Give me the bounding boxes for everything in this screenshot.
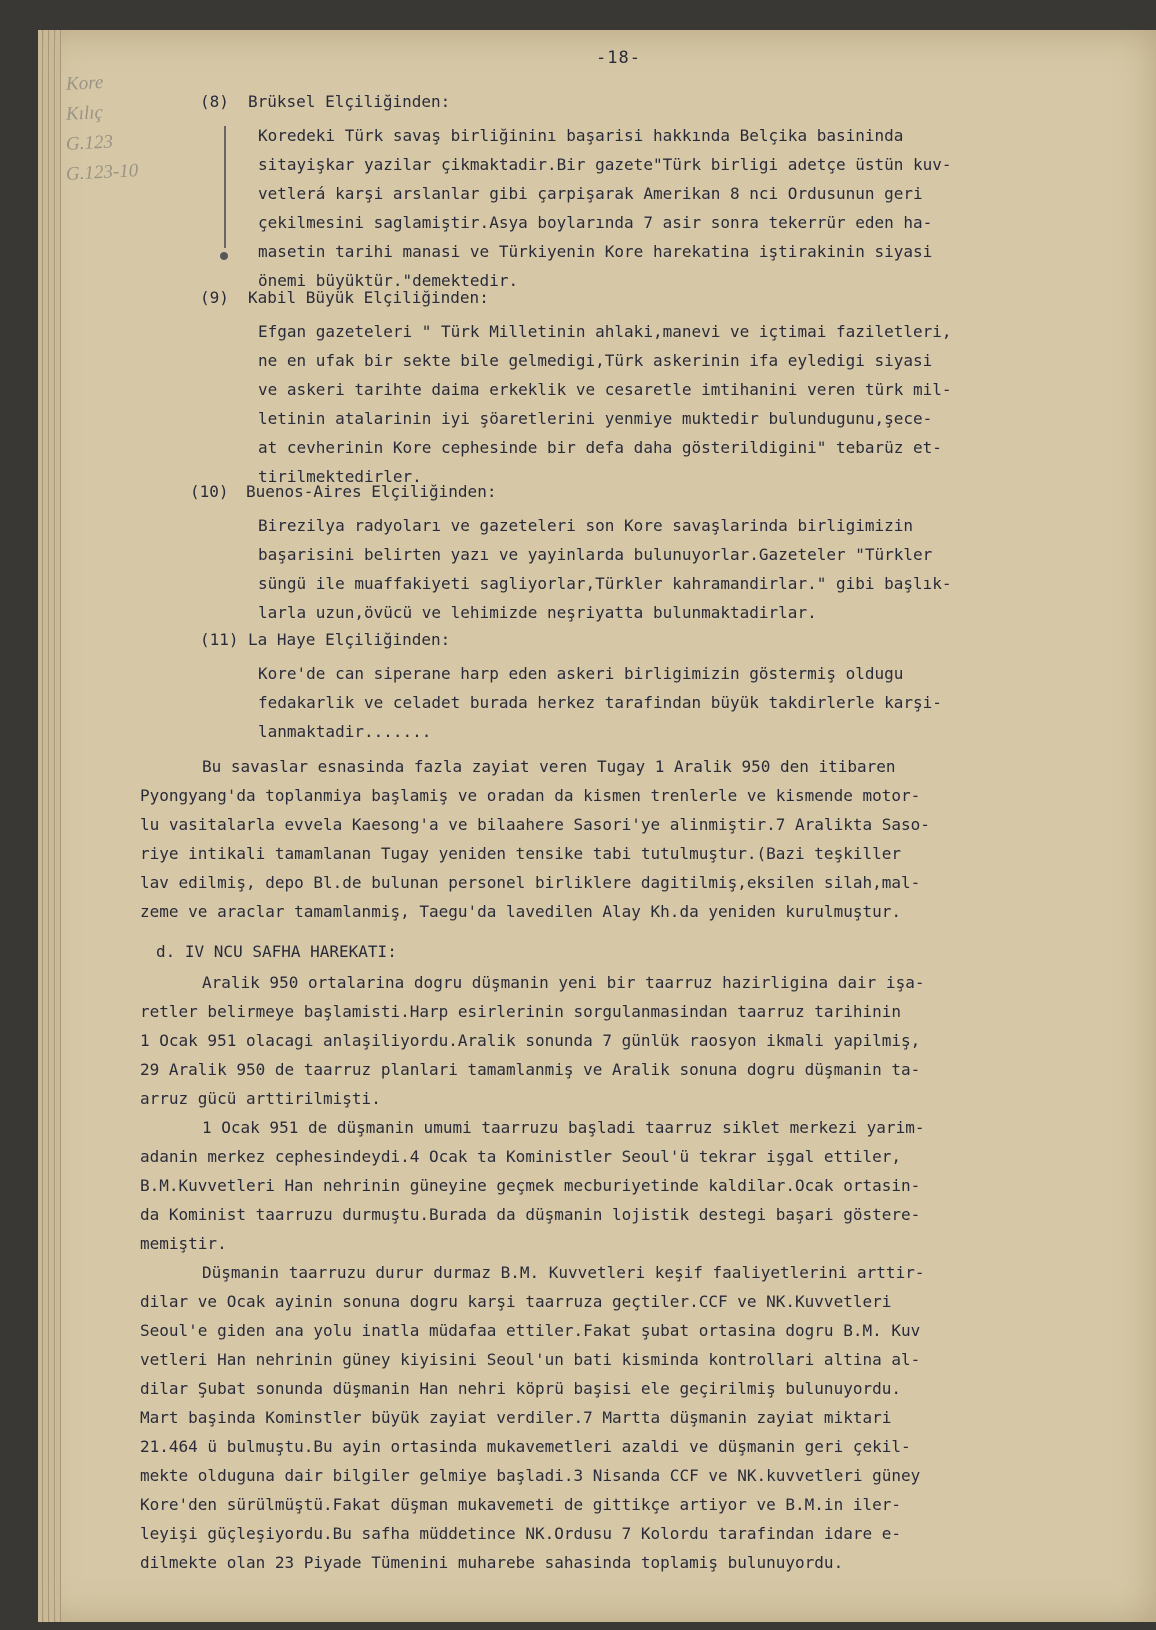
- text-line: fedakarlik ve celadet burada herkez tarafindan büyük takdirlerle karşi-: [258, 693, 942, 712]
- item-heading: Brüksel Elçiliğinden:: [248, 92, 451, 111]
- text-line: dilar ve Ocak ayinin sonuna dogru karşi taarruza geçtiler.CCF ve NK.Kuvvetleri: [140, 1292, 892, 1311]
- text-line: başarisini belirten yazı ve yayinlarda bulunuyorlar.Gazeteler "Türkler: [258, 545, 933, 564]
- text-line: ve askeri tarihte daima erkeklik ve cesaretle imtihanini veren türk mil-: [258, 380, 952, 399]
- text-line: mekte olduguna dair bilgiler gelmiye başladi.3 Nisanda CCF ve NK.kuvvetleri güney: [140, 1466, 921, 1485]
- item-number: (10): [190, 482, 229, 501]
- text-line: çekilmesini saglamiştir.Asya boylarında 7 asir sonra tekerrür eden ha-: [258, 213, 933, 232]
- text-line: da Kominist taarruzu durmuştu.Burada da düşmanin lojistik destegi başari göstere-: [140, 1205, 921, 1224]
- item-body: [258, 121, 1128, 295]
- item-heading: La Haye Elçiliğinden:: [248, 630, 451, 649]
- text-line: 29 Aralik 950 de taarruz planlari tamamlanmiş ve Aralik sonuna dogru düşmanin ta-: [140, 1060, 921, 1079]
- text-line: arruz gücü arttirilmişti.: [140, 1089, 381, 1108]
- text-line: 21.464 ü bulmuştu.Bu ayin ortasinda mukavemetleri azaldi ve düşmanin geri çekil-: [140, 1437, 911, 1456]
- item-heading: Kabil Büyük Elçiliğinden:: [248, 288, 489, 307]
- text-line: letinin atalarinin iyi şöaretlerini yenmiye muktedir bulundugunu,şece-: [258, 409, 933, 428]
- text-line: 1 Ocak 951 olacagi anlaşiliyordu.Aralik sonunda 7 günlük raosyon ikmali yapilmiş,: [140, 1031, 921, 1050]
- text-line: önemi büyüktür."demektedir.: [258, 271, 519, 290]
- document-page: [38, 30, 1156, 1622]
- text-line: retler belirmeye başlamisti.Harp esirlerinin sorgulanmasindan taarruz tarihinin: [140, 1002, 901, 1021]
- text-line: dilmekte olan 23 Piyade Tümenini muharebe sahasinda toplamiş bulunuyordu.: [140, 1553, 844, 1572]
- item-number: (11): [200, 630, 239, 649]
- margin-note: Kore: [65, 71, 104, 95]
- text-line: masetin tarihi manasi ve Türkiyenin Kore harekatina iştirakinin siyasi: [258, 242, 933, 261]
- text-line: Aralik 950 ortalarina dogru düşmanin yeni bir taarruz hazirligina dair işa-: [202, 973, 925, 992]
- text-line: tirilmektedirler.: [258, 467, 422, 486]
- text-line: Bu savaslar esnasinda fazla zayiat veren Tugay 1 Aralik 950 den itibaren: [202, 757, 896, 776]
- text-line: at cevherinin Kore cephesinde bir defa daha gösterildigini" tebarüz et-: [258, 438, 942, 457]
- text-line: Koredeki Türk savaş birliğininı başarisi hakkında Belçika basininda: [258, 126, 904, 145]
- text-line: memiştir.: [140, 1234, 227, 1253]
- section-heading: d. IV NCU SAFHA HAREKATI:: [156, 942, 397, 961]
- text-line: dilar Şubat sonunda düşmanin Han nehri köprü başisi ele geçirilmiş bulunuyordu.: [140, 1379, 901, 1398]
- typed-text: [38, 30, 1156, 1622]
- page-number: -18-: [596, 48, 641, 68]
- item-body: [258, 511, 1128, 627]
- text-line: Kore'de can siperane harp eden askeri birligimizin göstermiş oldugu: [258, 664, 904, 683]
- text-line: Kore'den sürülmüştü.Fakat düşman mukavemeti de gittikçe artiyor ve B.M.in iler-: [140, 1495, 901, 1514]
- text-line: B.M.Kuvvetleri Han nehrinin güneyine geçmek mecburiyetinde kaldilar.Ocak ortasin-: [140, 1176, 921, 1195]
- text-line: sitayişkar yazilar çikmaktadir.Bir gazete"Türk birligi adetçe üstün kuv-: [258, 155, 952, 174]
- text-line: Birezilya radyoları ve gazeteleri son Kore savaşlarinda birligimizin: [258, 516, 914, 535]
- item-body: [258, 659, 1128, 746]
- text-line: Seoul'e giden ana yolu inatla müdafaa ettiler.Fakat şubat ortasina dogru B.M. Kuv: [140, 1321, 921, 1340]
- text-line: lav edilmiş, depo Bl.de bulunan personel birliklere dagitilmiş,eksilen silah,mal-: [140, 873, 921, 892]
- margin-note: G.123-10: [65, 160, 139, 185]
- text-line: süngü ile muaffakiyeti sagliyorlar,Türkler kahramandirlar." gibi başlık-: [258, 574, 952, 593]
- text-line: larla uzun,övücü ve lehimizde neşriyatta bulunmaktadirlar.: [258, 603, 817, 622]
- text-line: vetlerá karşi arslanlar gibi çarpişarak Amerikan 8 nci Ordusunun geri: [258, 184, 923, 203]
- paragraph-tugay: [140, 752, 1140, 926]
- text-line: leyişi güçleşiyordu.Bu safha müddetince NK.Ordusu 7 Kolordu tarafindan idare e-: [140, 1524, 901, 1543]
- text-line: adanin merkez cephesindeydi.4 Ocak ta Koministler Seoul'ü tekrar işgal ettiler,: [140, 1147, 901, 1166]
- text-line: lanmaktadir.......: [258, 722, 432, 741]
- text-line: riye intikali tamamlanan Tugay yeniden tensike tabi tutulmuştur.(Bazi teşkiller: [140, 844, 901, 863]
- text-line: Düşmanin taarruzu durur durmaz B.M. Kuvvetleri keşif faaliyetlerini arttir-: [202, 1263, 925, 1282]
- margin-note: Kılıç: [65, 101, 104, 125]
- text-line: ne en ufak bir sekte bile gelmedigi,Türk askerinin ifa eyledigi siyasi: [258, 351, 933, 370]
- text-line: zeme ve araclar tamamlanmiş, Taegu'da lavedilen Alay Kh.da yeniden kurulmuştur.: [140, 902, 901, 921]
- text-line: vetleri Han nehrinin güney kiyisini Seoul'un bati kisminda kontrollari altina al-: [140, 1350, 921, 1369]
- item-body: [258, 317, 1128, 491]
- section-d-body: [140, 968, 1140, 1577]
- text-line: Efgan gazeteleri " Türk Milletinin ahlaki,manevi ve içtimai faziletleri,: [258, 322, 952, 341]
- text-line: 1 Ocak 951 de düşmanin umumi taarruzu başladi taarruz siklet merkezi yarim-: [202, 1118, 925, 1137]
- text-line: lu vasitalarla evvela Kaesong'a ve bilaahere Sasori'ye alinmiştir.7 Aralikta Saso-: [140, 815, 930, 834]
- margin-note: G.123: [65, 131, 114, 155]
- item-number: (9): [200, 288, 229, 307]
- item-number: (8): [200, 92, 229, 111]
- text-line: Mart başinda Kominstler büyük zayiat verdiler.7 Martta düşmanin zayiat miktari: [140, 1408, 892, 1427]
- item-heading: Buenos-Aires Elçiliğinden:: [246, 482, 497, 501]
- text-line: Pyongyang'da toplanmiya başlamiş ve oradan da kismen trenlerle ve kismende motor-: [140, 786, 921, 805]
